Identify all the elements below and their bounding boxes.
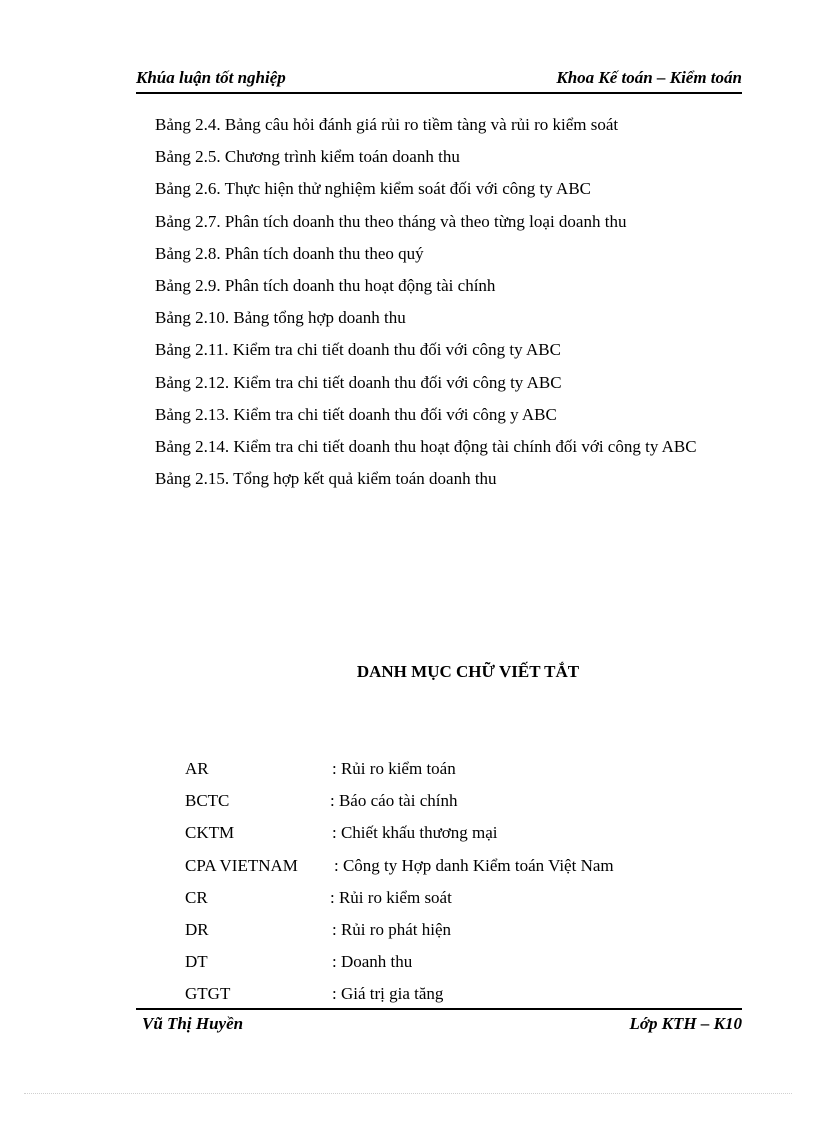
abbreviation-term: GTGT <box>185 984 231 1004</box>
table-list-item: Bảng 2.10. Bảng tổng hợp doanh thu <box>155 308 406 328</box>
header-department-label: Khoa Kế toán – Kiểm toán <box>556 68 742 87</box>
table-list-item: Bảng 2.5. Chương trình kiểm toán doanh thu <box>155 147 460 167</box>
abbreviation-definition: : Giá trị gia tăng <box>332 984 444 1004</box>
table-list-item: Bảng 2.6. Thực hiện thử nghiệm kiểm soát đối với công ty ABC <box>155 179 592 199</box>
abbreviation-definition: : Chiết khấu thương mại <box>332 823 498 843</box>
abbreviation-definition: : Rủi ro phát hiện <box>332 919 451 939</box>
abbreviation-definition: : Rủi ro kiểm soát <box>330 887 452 907</box>
abbreviation-term: CR <box>185 887 208 907</box>
header-thesis-label: Khúa luận tốt nghiệp <box>136 68 286 87</box>
page-edge-divider <box>24 1093 792 1094</box>
table-list-item: Bảng 2.7. Phân tích doanh thu theo tháng và theo từng loại doanh thu <box>155 211 627 231</box>
abbreviation-definition: : Công ty Hợp danh Kiểm toán Việt Nam <box>334 855 614 875</box>
abbreviation-term: BCTC <box>185 791 230 811</box>
page-header <box>136 68 742 94</box>
table-list-item: Bảng 2.8. Phân tích doanh thu theo quý <box>155 243 424 263</box>
abbreviation-definition: : Rủi ro kiểm toán <box>332 759 456 778</box>
abbreviation-term: AR <box>185 759 209 778</box>
abbreviations-heading: DANH MỤC CHỮ VIẾT TẮT <box>356 662 580 681</box>
abbreviation-definition: : Báo cáo tài chính <box>330 791 458 811</box>
abbreviation-term: DR <box>185 919 209 939</box>
footer-author: Vũ Thị Huyền <box>142 1014 244 1033</box>
table-list-item: Bảng 2.13. Kiểm tra chi tiết doanh thu đối với công y ABC <box>155 404 557 424</box>
page-footer <box>136 1008 742 1036</box>
abbreviation-definition: : Doanh thu <box>332 952 413 972</box>
table-list-item: Bảng 2.14. Kiểm tra chi tiết doanh thu hoạt động tài chính đối với công ty ABC <box>155 436 697 456</box>
table-list-item: Bảng 2.11. Kiểm tra chi tiết doanh thu đối với công ty ABC <box>155 340 561 360</box>
table-list-item: Bảng 2.9. Phân tích doanh thu hoạt động tài chính <box>155 275 496 295</box>
table-list-item: Bảng 2.15. Tổng hợp kết quả kiểm toán doanh thu <box>155 469 497 489</box>
abbreviation-term: CKTM <box>185 823 235 843</box>
footer-class: Lớp KTH – K10 <box>629 1014 742 1033</box>
list-of-tables <box>155 114 697 500</box>
table-list-item: Bảng 2.12. Kiểm tra chi tiết doanh thu đối với công ty ABC <box>155 372 562 392</box>
table-list-item: Bảng 2.4. Bảng câu hỏi đánh giá rủi ro tiềm tàng và rủi ro kiểm soát <box>155 115 619 134</box>
abbreviation-term: DT <box>185 952 208 972</box>
abbreviation-term: CPA VIETNAM <box>185 855 298 875</box>
